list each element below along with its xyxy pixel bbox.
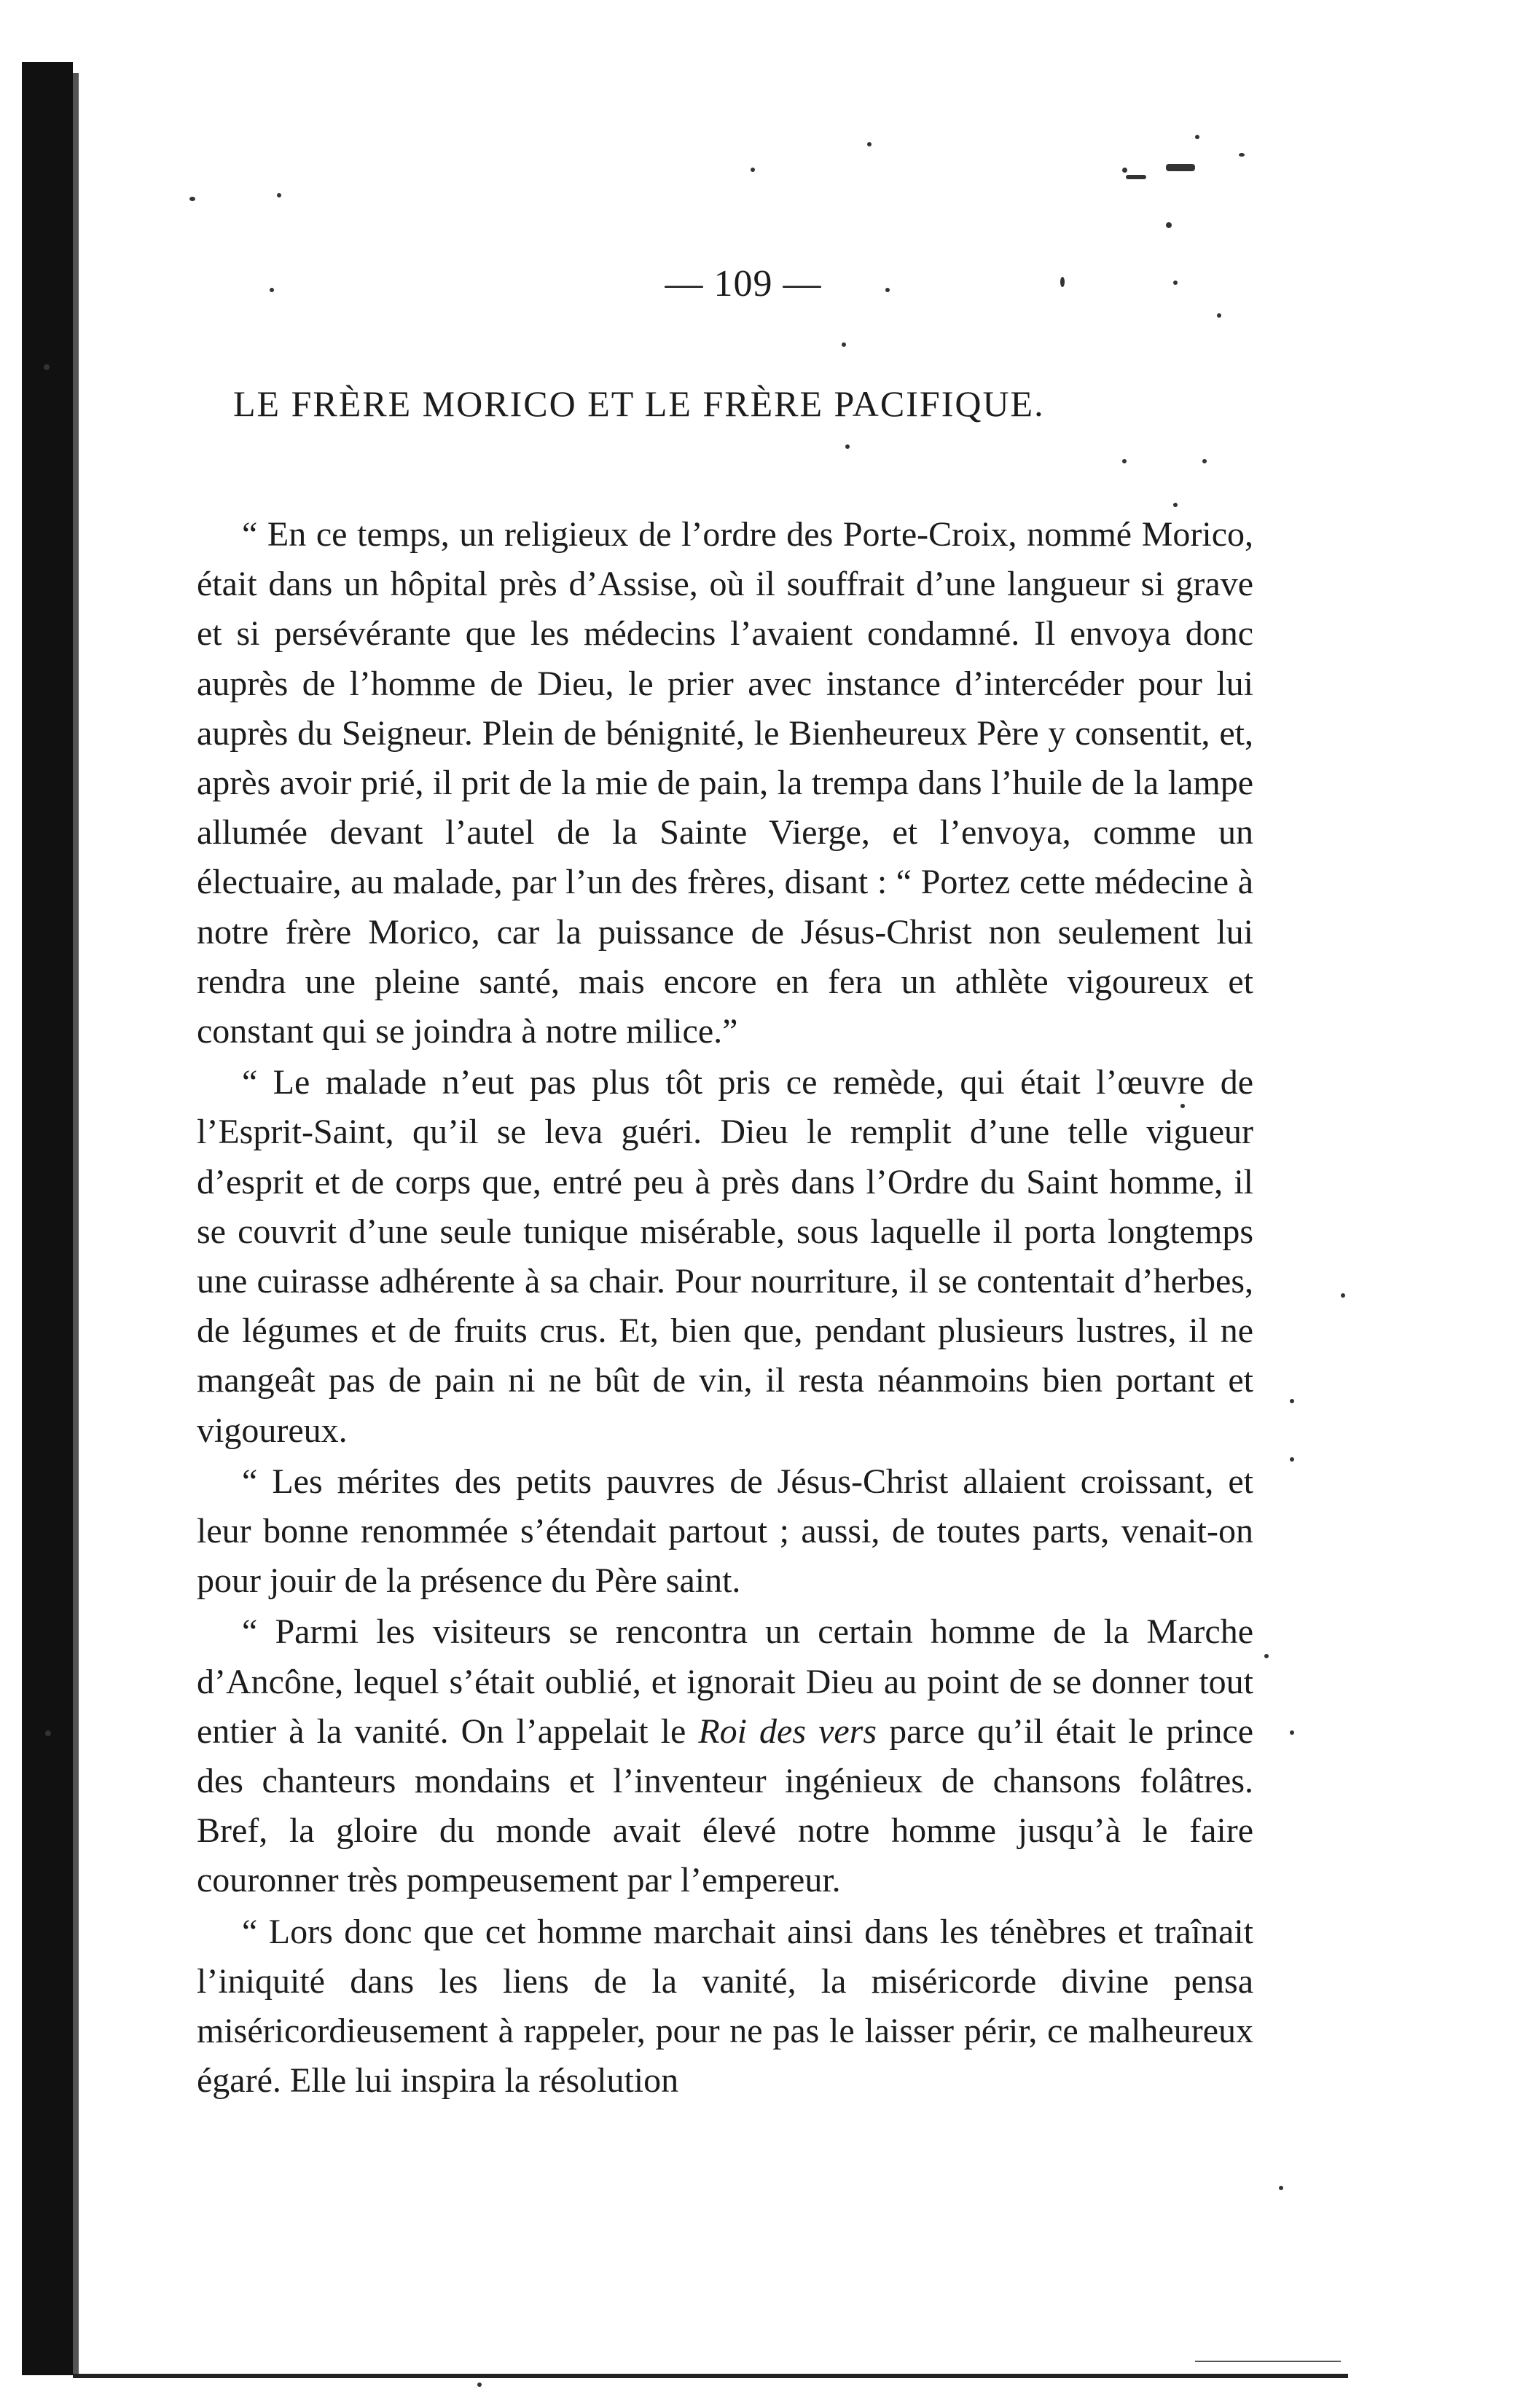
scan-speck (1122, 459, 1127, 463)
paragraph-morico-request: “ En ce temps, un religieux de l’ordre des Porte-Croix, nommé Morico, était dans un hôpital près d’Assise, où il souffrait d’une langueur si grave et si persévérante que les médecins l’avaient condamné. Il envoya donc auprès de l’homme de Dieu, le prier avec instance d’intercéder pour lui auprès du Seigneur. Plein de bénignité, le Bienheureux Père y consentit, et, après avoir prié, il prit de la mie de pain, la trempa dans l’huile de la lampe allumée devant l’autel de la Sainte Vierge, et l’envoya, comme un électuaire, au malade, par l’un des frères, disant : “ Portez cette médecine à notre frère Morico, car la puissance de Jésus-Christ non seulement lui rendra une pleine santé, mais encore en fera un athlète vigoureux et constant qui se joindra à notre milice.” (197, 515, 1253, 1051)
scan-speck (867, 142, 872, 146)
scan-speck (1173, 503, 1178, 507)
scan-speck (1217, 313, 1221, 318)
paragraph-text-after: parce qu’il était le prince des chanteurs mondains et l’inventeur ingénieux de chansons folâtres. Bref, la gloire du monde avait élevé notre homme jusqu’à le faire couronner très pompeusement par l’empereur. (197, 1711, 1254, 1900)
scan-speck (1290, 1457, 1294, 1462)
scan-speck (1290, 1399, 1294, 1403)
paragraph-divine-mercy: “ Lors donc que cet homme marchait ainsi dans les ténèbres et traînait l’iniquité dans les liens de la vanité, la miséricorde divine pensa miséricordieusement à rappeler, pour ne pas le laisser périr, ce malheureux égaré. Elle lui inspira la résolution (197, 1912, 1253, 2101)
roi-des-vers-title: Roi des vers (698, 1711, 877, 1751)
scan-speck (1279, 2186, 1283, 2190)
paragraph-morico-healed: “ Le malade n’eut pas plus tôt pris ce remède, qui était l’œuvre de l’Esprit-Saint, qu’il se leva guéri. Dieu le remplit d’une telle vigueur d’esprit et de corps que, entré peu à près dans l’Ordre du Saint homme, il se couvrit d’une seule tunique misérable, sous laquelle il porta longtemps une cuirasse adhérente à sa chair. Pour nourriture, il se contentait d’herbes, de légumes et de fruits crus. Et, bien que, pendant plusieurs lustres, il ne mangeât pas de pain ni ne bût de vin, il resta néanmoins bien portant et vigoureux. (197, 1063, 1253, 1450)
scan-speck (44, 364, 50, 370)
gutter-shadow (73, 73, 79, 2375)
scan-speck (189, 197, 195, 201)
book-spine-shadow (22, 62, 73, 2375)
bottom-edge-shadow (73, 2374, 1348, 2378)
scan-speck (1166, 222, 1172, 228)
scan-speck (751, 168, 755, 172)
chapter-title: LE FRÈRE MORICO ET LE FRÈRE PACIFIQUE. (233, 383, 1045, 424)
scan-speck (1239, 153, 1245, 157)
scan-speck (842, 342, 846, 347)
scan-speck (845, 444, 850, 449)
scan-speck (1195, 135, 1199, 139)
scan-speck (1122, 168, 1127, 173)
scan-speck (1341, 1293, 1345, 1298)
paragraph-renown: “ Les mérites des petits pauvres de Jésus-Christ allaient croissant, et leur bonne renommée s’étendait partout ; aussi, de toutes parts, venait-on pour jouir de la présence du Père saint. (197, 1462, 1253, 1601)
scan-speck (45, 1730, 51, 1736)
paragraph-roi-des-vers (197, 1607, 1253, 1905)
scan-speck (1202, 459, 1207, 463)
scan-speck (1126, 175, 1146, 179)
scan-speck (1264, 1654, 1269, 1658)
scan-speck (1166, 164, 1195, 171)
scan-speck (277, 193, 281, 197)
body-text (197, 510, 1253, 2108)
scan-speck (477, 2382, 482, 2387)
page-number: — 109 — (665, 263, 822, 305)
bottom-edge-line (1195, 2361, 1341, 2362)
scan-speck (1290, 1730, 1294, 1735)
paragraph-text-before: “ Parmi les visiteurs se rencontra un certain homme de la Marche d’Ancône, lequel s’était oublié, et ignorait Dieu au point de se donner tout entier à la vanité. On l’appelait le (197, 1612, 1253, 1751)
